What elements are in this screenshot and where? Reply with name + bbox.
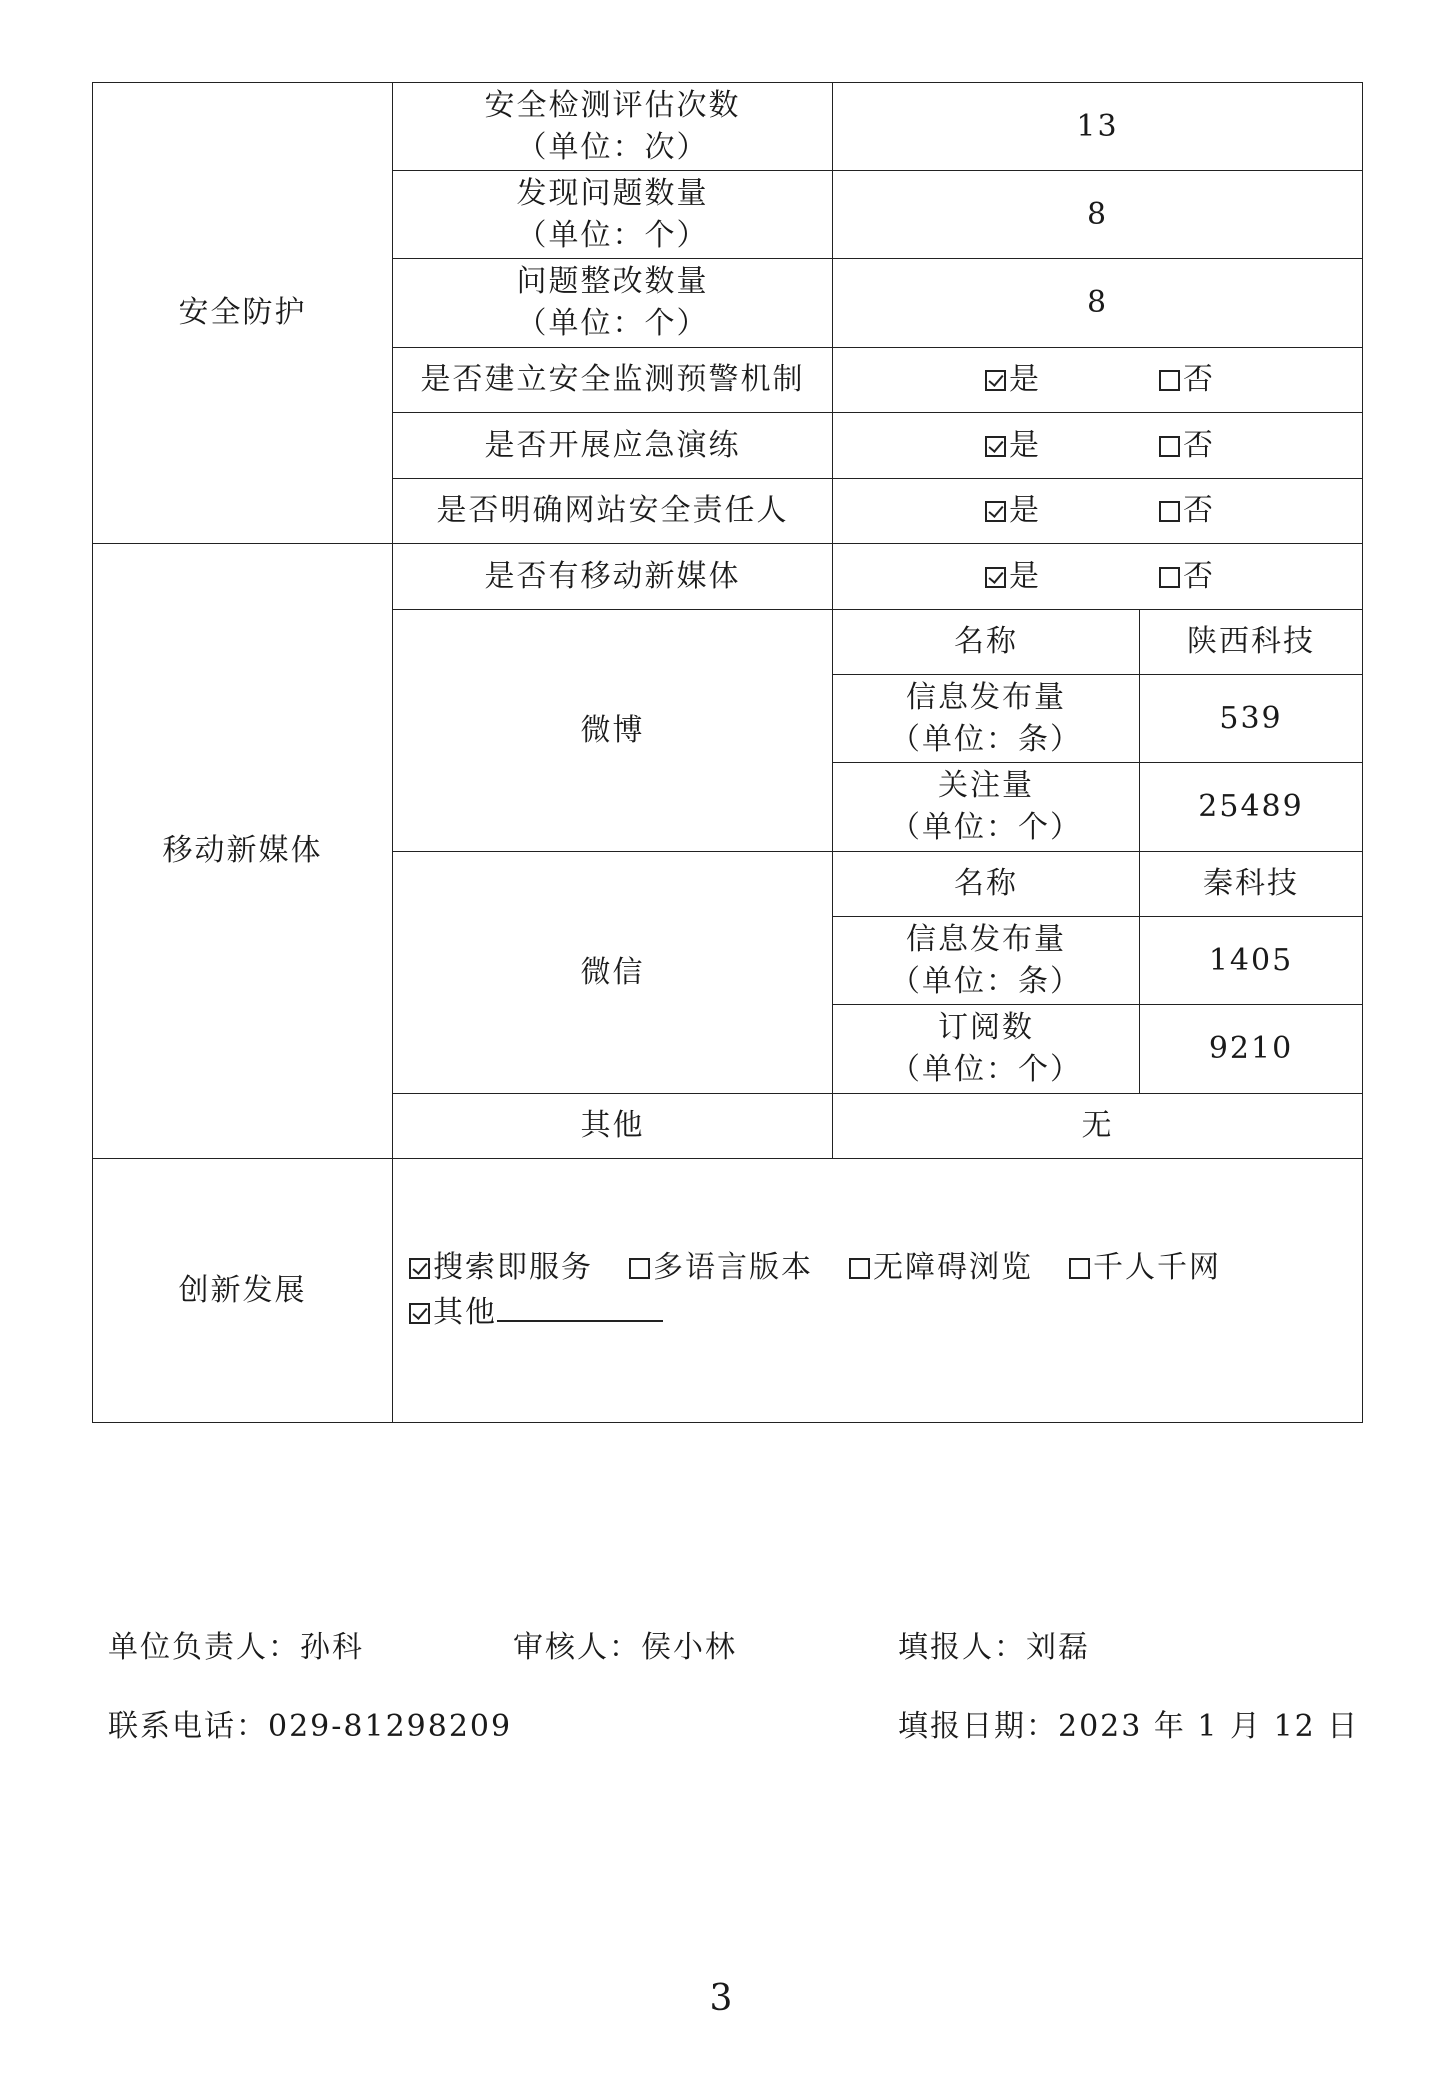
row-value: 8 bbox=[833, 171, 1363, 259]
report-table bbox=[92, 82, 1363, 1423]
innovation-other-label: 其他 bbox=[433, 1295, 497, 1330]
row-label: 发现问题数量 （单位：个） bbox=[393, 171, 833, 259]
innovation-option: 千人千网 bbox=[1069, 1246, 1221, 1290]
checkbox-empty-icon[interactable] bbox=[1069, 1258, 1090, 1279]
yes-no-choice: 是 否 bbox=[833, 348, 1363, 413]
checkbox-empty-icon[interactable] bbox=[1159, 501, 1180, 522]
page-number: 3 bbox=[709, 1978, 733, 2019]
checkbox-empty-icon[interactable] bbox=[629, 1258, 650, 1279]
innovation-option: 多语言版本 bbox=[629, 1246, 813, 1290]
footer-phone: 联系电话：029-81298209 bbox=[108, 1709, 513, 1744]
cell-label: 关注量 （单位：个） bbox=[833, 763, 1140, 852]
row-label: 问题整改数量 （单位：个） bbox=[393, 259, 833, 348]
yes-no-choice: 是 否 bbox=[833, 479, 1363, 544]
cell-label: 订阅数 （单位：个） bbox=[833, 1005, 1140, 1094]
yes-no-choice: 是 否 bbox=[833, 544, 1363, 610]
innovation-option: 搜索即服务 bbox=[409, 1246, 593, 1290]
row-label: 其他 bbox=[393, 1094, 833, 1159]
wechat-label: 微信 bbox=[393, 852, 833, 1094]
cell-value: 539 bbox=[1140, 675, 1363, 763]
row-value: 13 bbox=[833, 83, 1363, 171]
checkbox-checked-icon[interactable] bbox=[985, 436, 1006, 457]
checkbox-empty-icon[interactable] bbox=[1159, 436, 1180, 457]
row-label: 是否建立安全监测预警机制 bbox=[393, 348, 833, 413]
footer-reviewer: 审核人：侯小林 bbox=[513, 1630, 737, 1665]
cell-label: 信息发布量 （单位：条） bbox=[833, 675, 1140, 763]
checkbox-empty-icon[interactable] bbox=[1159, 370, 1180, 391]
checkbox-checked-icon[interactable] bbox=[409, 1303, 430, 1324]
section-label-media: 移动新媒体 bbox=[93, 544, 393, 1159]
checkbox-checked-icon[interactable] bbox=[409, 1258, 430, 1279]
checkbox-empty-icon[interactable] bbox=[1159, 567, 1180, 588]
footer-responsible: 单位负责人：孙科 bbox=[108, 1630, 364, 1665]
innovation-option: 无障碍浏览 bbox=[849, 1246, 1033, 1290]
cell-label: 名称 bbox=[833, 852, 1140, 917]
cell-value: 秦科技 bbox=[1140, 852, 1363, 917]
row-value: 无 bbox=[833, 1094, 1363, 1159]
row-value: 8 bbox=[833, 259, 1363, 348]
footer-filler: 填报人：刘磊 bbox=[898, 1630, 1090, 1665]
checkbox-checked-icon[interactable] bbox=[985, 370, 1006, 391]
row-label: 安全检测评估次数 （单位：次） bbox=[393, 83, 833, 171]
section-label-security: 安全防护 bbox=[93, 83, 393, 544]
fill-in-blank[interactable] bbox=[497, 1290, 663, 1322]
weibo-label: 微博 bbox=[393, 610, 833, 852]
innovation-options bbox=[393, 1159, 1363, 1423]
yes-no-choice: 是 否 bbox=[833, 413, 1363, 479]
checkbox-checked-icon[interactable] bbox=[985, 501, 1006, 522]
cell-label: 名称 bbox=[833, 610, 1140, 675]
row-label: 是否开展应急演练 bbox=[393, 413, 833, 479]
table-row bbox=[93, 83, 1363, 171]
footer-date: 填报日期：2023 年 1 月 12 日 bbox=[898, 1709, 1360, 1744]
cell-value: 陕西科技 bbox=[1140, 610, 1363, 675]
cell-label: 信息发布量 （单位：条） bbox=[833, 917, 1140, 1005]
table-row bbox=[93, 1159, 1363, 1423]
cell-value: 25489 bbox=[1140, 763, 1363, 852]
table-row bbox=[93, 544, 1363, 610]
checkbox-checked-icon[interactable] bbox=[985, 567, 1006, 588]
cell-value: 9210 bbox=[1140, 1005, 1363, 1094]
section-label-innovation: 创新发展 bbox=[93, 1159, 393, 1423]
row-label: 是否明确网站安全责任人 bbox=[393, 479, 833, 544]
row-label: 是否有移动新媒体 bbox=[393, 544, 833, 610]
checkbox-empty-icon[interactable] bbox=[849, 1258, 870, 1279]
cell-value: 1405 bbox=[1140, 917, 1363, 1005]
